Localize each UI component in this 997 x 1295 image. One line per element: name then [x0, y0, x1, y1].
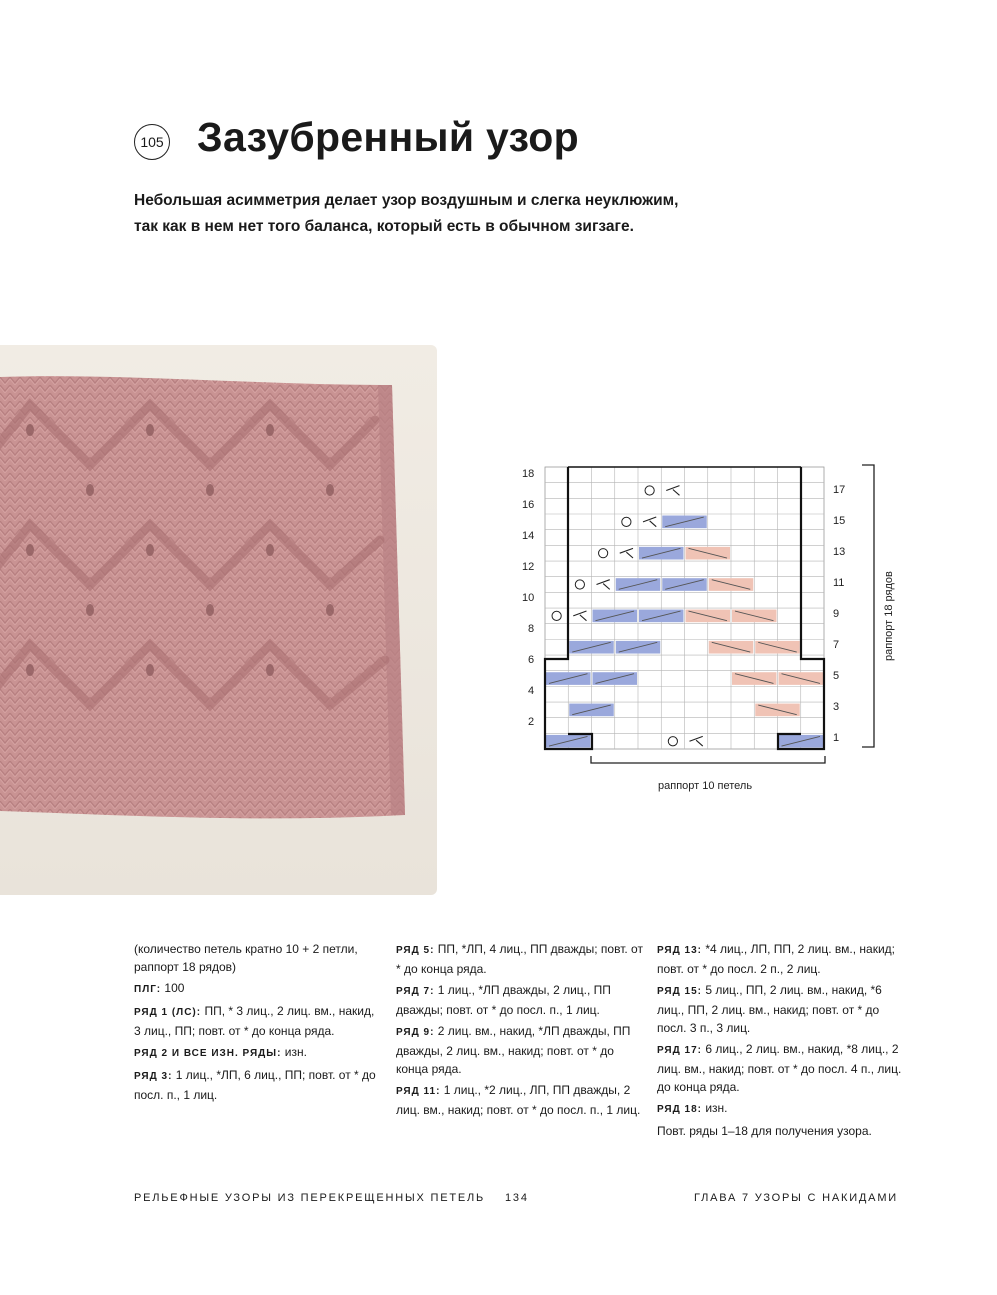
stitch-repeat-bracket: [591, 756, 825, 763]
instruction-text: ПП, *ЛП, 4 лиц., ПП дважды; повт. от * до конца ряда.: [396, 942, 643, 976]
instruction-8: [396, 1081, 646, 1119]
chart-svg: [500, 455, 920, 800]
row-label-14: 14: [522, 530, 535, 542]
instruction-label: РЯД 1 (ЛС):: [134, 1007, 202, 1018]
instruction-text: (количество петель кратно 10 + 2 петли, раппорт 18 рядов): [134, 942, 358, 974]
instruction-text: 1 лиц., *ЛП дважды, 2 лиц., ПП дважды; повт. от * до посл. п., 1 лиц.: [396, 983, 611, 1017]
instruction-text: 2 лиц. вм., накид, *ЛП дважды, ПП дважды, 2 лиц. вм., накид; повт. от * до конца ряда.: [396, 1024, 631, 1076]
row-label-2: 2: [528, 716, 535, 728]
instruction-10: [657, 981, 907, 1037]
instruction-text: *4 лиц., ЛП, ПП, 2 лиц. вм., накид; повт. от * до посл. 2 п., 2 лиц.: [657, 942, 895, 976]
row-label-1: 1: [833, 732, 840, 744]
row-label-10: 10: [522, 592, 535, 604]
instruction-label: РЯД 2 И ВСЕ ИЗН. РЯДЫ:: [134, 1048, 282, 1059]
row-label-8: 8: [528, 623, 535, 635]
instruction-label: РЯД 15:: [657, 986, 702, 997]
instruction-text: 6 лиц., 2 лиц. вм., накид, *8 лиц., 2 лиц. вм., накид; повт. от * до посл. 4 п., лиц. до конца ряда.: [657, 1042, 902, 1094]
instruction-label: РЯД 9:: [396, 1027, 435, 1038]
instructions-col-2: [396, 940, 646, 1122]
stitch-repeat-label: раппорт 10 петель: [658, 780, 753, 792]
row-repeat-label: раппорт 18 рядов: [883, 571, 895, 661]
instruction-text: изн.: [705, 1101, 728, 1115]
yarn-over-symbol: [668, 737, 677, 746]
row-label-18: 18: [522, 468, 535, 480]
intro-line-1: Небольшая асимметрия делает узор воздушным и слегка неуклюжим,: [134, 192, 679, 209]
row-label-12: 12: [522, 561, 535, 573]
instruction-text: ПП, * 3 лиц., 2 лиц. вм., накид, 3 лиц., ПП; повт. от * до конца ряда.: [134, 1004, 375, 1038]
instruction-label: РЯД 13:: [657, 945, 702, 956]
row-repeat-bracket: [862, 465, 874, 747]
swatch-illustration: [0, 345, 437, 895]
intro-line-2: так как в нем нет того баланса, который есть в обычном зигзаге.: [134, 218, 634, 235]
instruction-2: [134, 1002, 384, 1040]
row-label-17: 17: [833, 484, 846, 496]
row-label-7: 7: [833, 639, 840, 651]
instruction-label: РЯД 18:: [657, 1104, 702, 1115]
row-label-11: 11: [833, 577, 845, 589]
page-title: Зазубренный узор: [197, 114, 579, 160]
knitting-chart: [500, 455, 920, 805]
instructions-col-1: [134, 940, 384, 1107]
instruction-text: 1 лиц., *ЛП, 6 лиц., ПП; повт. от * до посл. п., 1 лиц.: [134, 1068, 376, 1102]
instruction-label: РЯД 17:: [657, 1045, 702, 1056]
instructions-col-3: [657, 940, 907, 1143]
pattern-number: 105: [140, 134, 164, 150]
yarn-over-symbol: [622, 517, 631, 526]
instruction-11: [657, 1040, 907, 1096]
instruction-13: [657, 1122, 907, 1140]
row-label-5: 5: [833, 670, 840, 682]
instruction-3: [134, 1043, 384, 1063]
row-label-6: 6: [528, 654, 535, 666]
instruction-text: 100: [164, 981, 185, 995]
yarn-over-symbol: [575, 580, 584, 589]
intro-text: [134, 188, 734, 240]
row-label-9: 9: [833, 608, 840, 620]
swatch-photo: [0, 345, 437, 895]
instruction-text: Повт. ряды 1–18 для получения узора.: [657, 1124, 872, 1138]
instruction-label: РЯД 7:: [396, 986, 435, 997]
yarn-over-symbol: [599, 549, 608, 558]
footer-section-title: РЕЛЬЕФНЫЕ УЗОРЫ ИЗ ПЕРЕКРЕЩЕННЫХ ПЕТЕЛЬ: [134, 1192, 486, 1204]
row-label-3: 3: [833, 701, 840, 713]
instruction-label: РЯД 11:: [396, 1086, 441, 1097]
footer-chapter-title: ГЛАВА 7 УЗОРЫ С НАКИДАМИ: [693, 1192, 898, 1204]
row-label-16: 16: [522, 499, 535, 511]
row-label-13: 13: [833, 546, 846, 558]
instruction-text: 5 лиц., ПП, 2 лиц. вм., накид, *6 лиц., ПП, 2 лиц. вм., накид; повт. от * до посл. 3 п., 3 лиц.: [657, 983, 882, 1035]
instruction-6: [396, 981, 646, 1019]
instruction-12: [657, 1099, 907, 1119]
instruction-label: РЯД 3:: [134, 1071, 173, 1082]
instruction-9: [657, 940, 907, 978]
footer-page-number: 134: [505, 1192, 529, 1204]
yarn-over-symbol: [552, 611, 561, 620]
instruction-7: [396, 1022, 646, 1078]
instruction-label: ПЛГ:: [134, 984, 162, 995]
row-label-15: 15: [833, 515, 846, 527]
instruction-4: [134, 1066, 384, 1104]
instruction-label: РЯД 5:: [396, 945, 435, 956]
instruction-1: [134, 979, 384, 999]
instruction-text: 1 лиц., *2 лиц., ЛП, ПП дважды, 2 лиц. вм., накид; повт. от * до посл. п., 1 лиц.: [396, 1083, 641, 1117]
row-label-4: 4: [528, 685, 535, 697]
instruction-5: [396, 940, 646, 978]
yarn-over-symbol: [645, 486, 654, 495]
pattern-number-badge: [134, 124, 170, 160]
instruction-text: изн.: [284, 1045, 307, 1059]
instruction-multiple: [134, 940, 384, 976]
